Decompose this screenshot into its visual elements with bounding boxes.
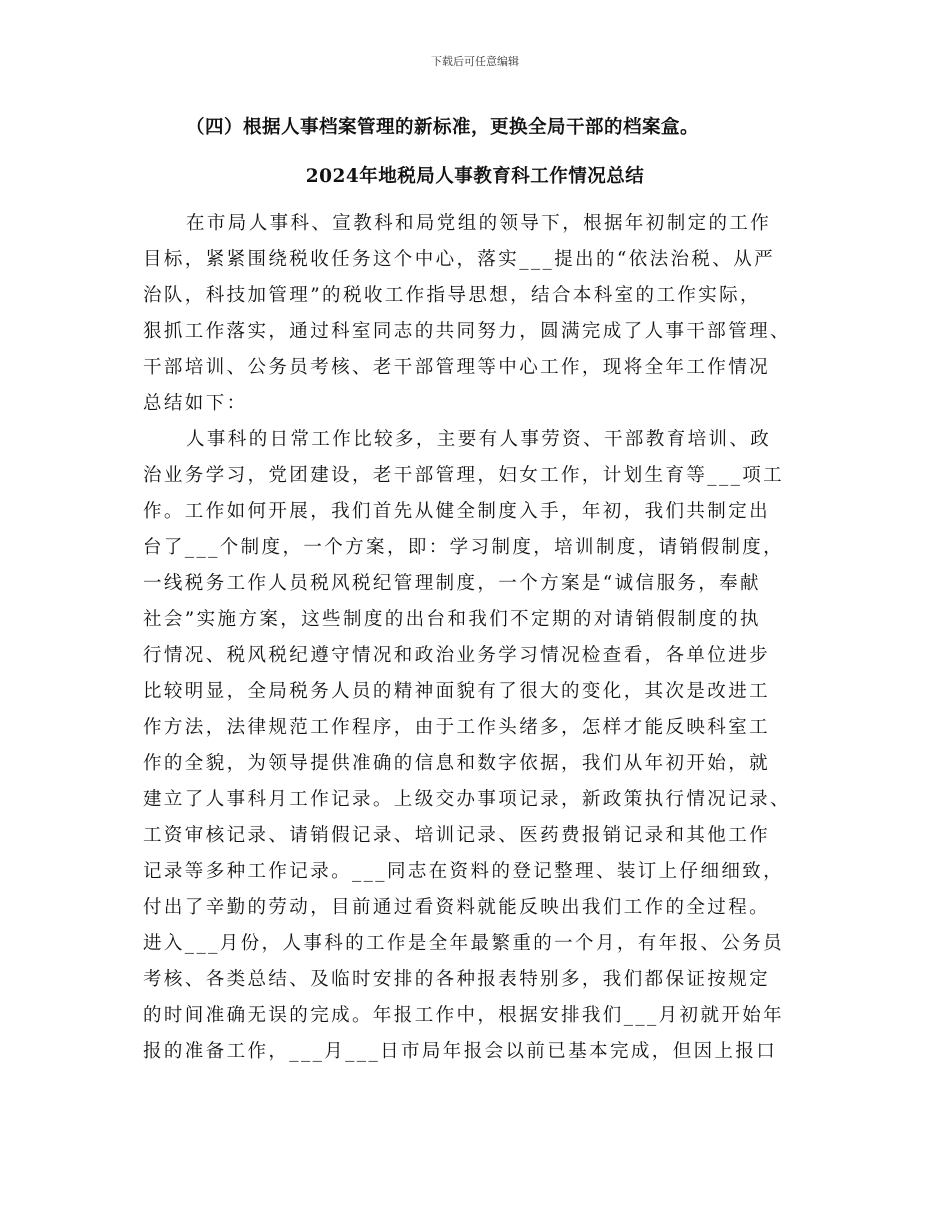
body-line: 目标，紧紧围绕税收任务这个中心，落实___提出的“依法治税、从严 [143, 249, 776, 270]
body-line: 狠抓工作落实，通过科室同志的共同努力，圆满完成了人事干部管理、 [143, 321, 791, 342]
body-line: 付出了辛勤的劳动，目前通过看资料就能反映出我们工作的全过程。 [143, 897, 771, 918]
section-heading: （四）根据人事档案管理的新标准，更换全局干部的档案盒。 [186, 117, 700, 138]
body-line: 的时间准确无误的完成。年报工作中，根据安排我们___月初就开始年 [143, 1005, 785, 1026]
body-line: 报的准备工作，___月___日市局年报会以前已基本完成，但因上报口 [143, 1041, 778, 1062]
body-line: 在市局人事科、宣教科和局党组的领导下，根据年初制定的工作 [186, 213, 772, 234]
body-line: 一线税务工作人员税风税纪管理制度，一个方案是“诚信服务，奉献 [143, 573, 761, 594]
body-line: 治队，科技加管理”的税收工作指导思想，结合本科室的工作实际， [143, 285, 761, 306]
body-line: 人事科的日常工作比较多，主要有人事劳资、干部教育培训、政 [186, 429, 772, 450]
body-line: 作方法，法律规范工作程序，由于工作头绪多，怎样才能反映科室工 [143, 717, 771, 738]
body-line: 比较明显，全局税务人员的精神面貌有了很大的变化，其次是改进工 [143, 681, 771, 702]
body-line: 社会”实施方案，这些制度的出台和我们不定期的对请销假制度的执 [143, 609, 761, 630]
body-line: 作。工作如何开展，我们首先从健全制度入手，年初，我们共制定出 [143, 501, 771, 522]
body-line: 台了___个制度，一个方案，即：学习制度，培训制度，请销假制度， [143, 537, 785, 558]
body-line: 治业务学习，党团建设，老干部管理，妇女工作，计划生育等___项工 [143, 465, 785, 486]
body-line: 考核、各类总结、及临时安排的各种报表特别多，我们都保证按规定 [143, 969, 771, 990]
body-line: 干部培训、公务员考核、老干部管理等中心工作，现将全年工作情况 [143, 357, 771, 378]
body-line: 总结如下： [143, 393, 248, 414]
body-line: 作的全貌，为领导提供准确的信息和数字依据，我们从年初开始，就 [143, 753, 771, 774]
body-line: 行情况、税风税纪遵守情况和政治业务学习情况检查看，各单位进步 [143, 645, 771, 666]
page-header-note: 下载后可任意编辑 [431, 55, 519, 68]
document-title: 2024年地税局人事教育科工作情况总结 [305, 166, 645, 187]
body-line: 记录等多种工作记录。___同志在资料的登记整理、装订上仔细细致， [143, 861, 785, 882]
body-line: 进入___月份，人事科的工作是全年最繁重的一个月，有年报、公务员 [143, 933, 785, 954]
body-line: 工资审核记录、请销假记录、培训记录、医药费报销记录和其他工作 [143, 825, 771, 846]
body-line: 建立了人事科月工作记录。上级交办事项记录，新政策执行情况记录、 [143, 789, 791, 810]
